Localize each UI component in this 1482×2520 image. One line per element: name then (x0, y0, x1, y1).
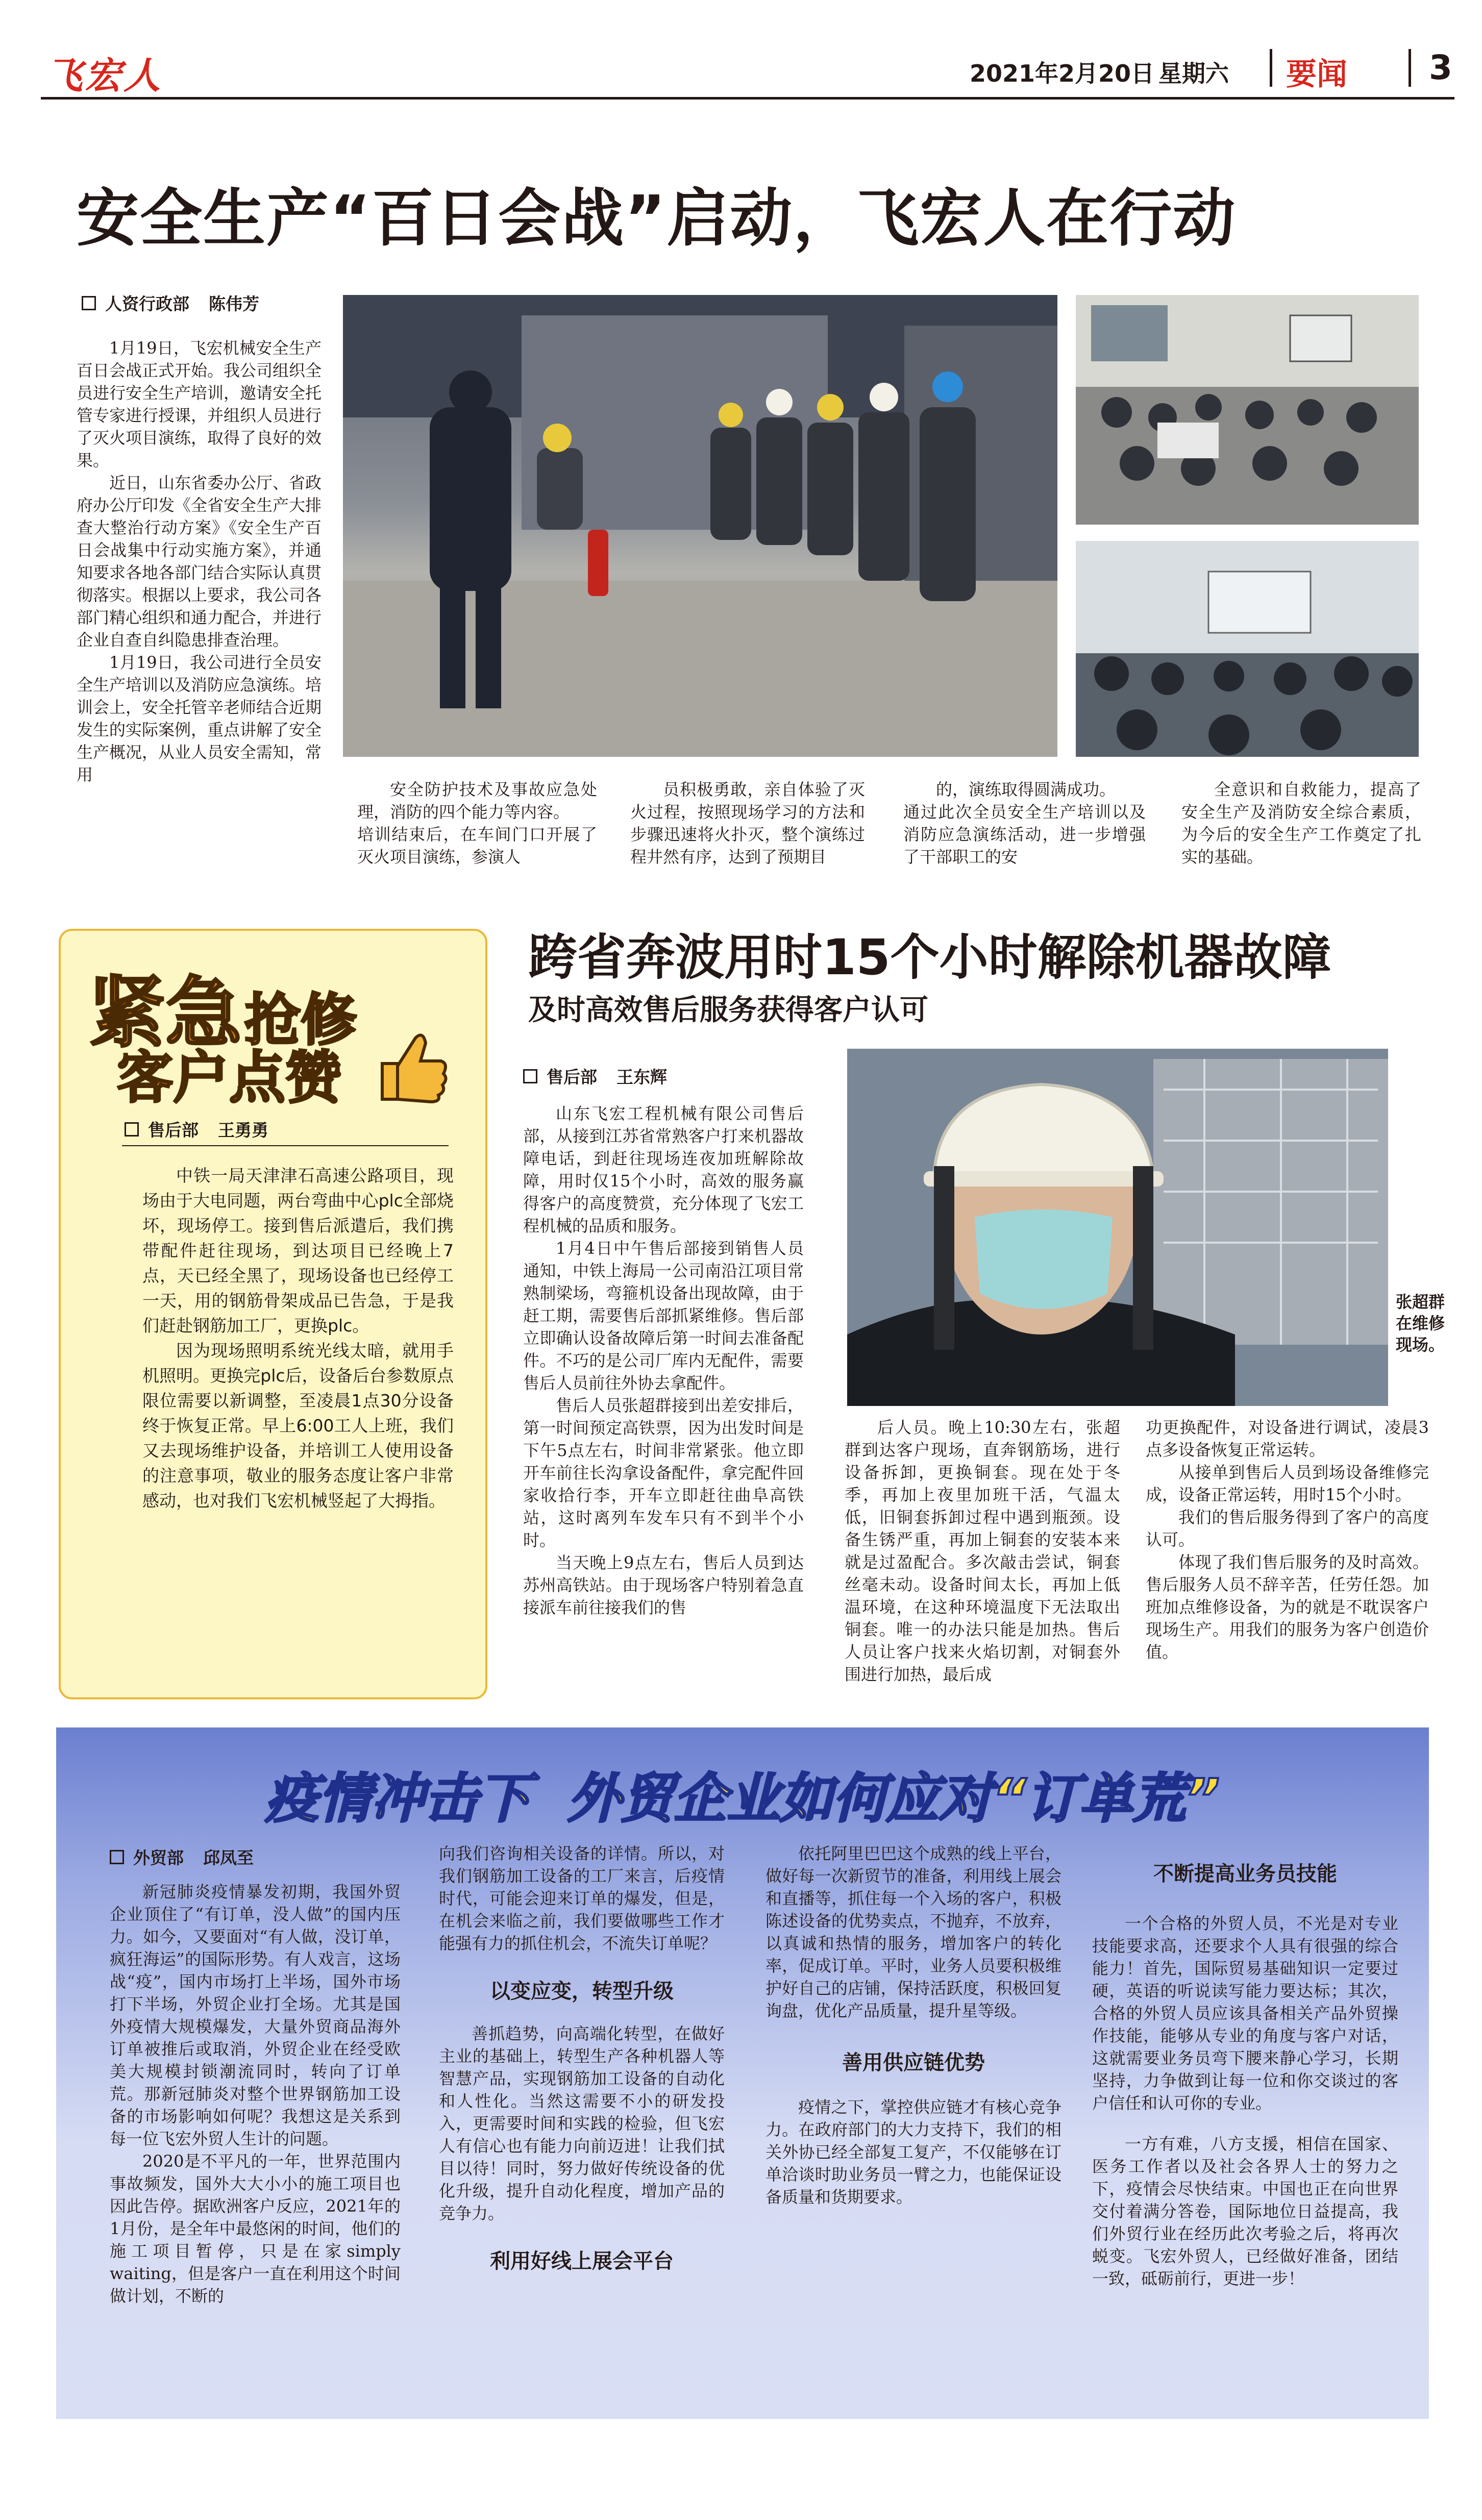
urgent-title-word-b: 抢修 (244, 987, 357, 1053)
paragraph: 1月19日，我公司进行全员安全生产培训以及消防应急演练。培训会上，安全托管辛老师结合近期发生的实际案例，重点讲解了安全生产概况，从业人员安全需知，常用 (77, 653, 322, 784)
byline-dept: 人资行政部 (105, 294, 189, 314)
article3-col1 (110, 1881, 401, 2411)
article1-byline (82, 291, 259, 315)
article1-col2: 安全防护技术及事故应急处理，消防的四个能力等内容。 培训结束后，在车间门口开展了灭火项目演练，参演人 (357, 780, 597, 867)
paragraph: 新冠肺炎疫情暴发初期，我国外贸企业顶住了“有订单，没人做”的国内压力。如今，又要面对“有人做，没订单，疯狂海运”的国际形势。有人戏言，这场战“疫”，国内市场打上半场，国外市场打下半场，外贸企业打全场。尤其是国外疫情大规模爆发，大量外贸商品海外订单被推后或取消，外贸企业在经受欧美大规模封锁潮流同时，转向了订单荒。那新冠肺炎对整个世界钢筋加工设备的市场影响如何呢？我想这是关系到每一位飞宏外贸人生计的问题。 (110, 1882, 401, 2148)
masthead (41, 46, 1452, 102)
issue-weekday: 星期六 (1158, 60, 1229, 87)
paragraph: 一方有难，八方支援，相信在国家、医务工作者以及社会各界人士的努力之下，疫情会尽快结束。中国也正在向世界交付着满分答卷，国际地位日益提高，我们外贸行业在经历此次考验之后，将再次蜕变。飞宏外贸人，已经做好准备，团结一致，砥砺前行，更进一步！ (1092, 2134, 1398, 2288)
paragraph: 中铁一局天津津石高速公路项目，现场由于大电同题，两台弯曲中心plc全部烧坏，现场停工。接到售后派遣后，我们携带配件赶往现场，到达项目已经晚上7点，天已经全黑了，现场设备也已经停工一天，用的钢筋骨架成品已告急，于是我们赶赴钢筋加工厂，更换plc。 (142, 1166, 454, 1336)
fire-drill-photo (343, 295, 1057, 757)
issue-date: 2021年2月20日 (970, 60, 1155, 87)
training-illustration-2 (1076, 541, 1419, 757)
article2-col2: 后人员。晚上10:30左右，张超群到达客户现场，直奔钢筋场，进行设备拆卸，更换铜套。现在处于冬季，再加上夜里加班干活，气温太低，旧铜套拆卸过程中遇到瓶颈。设备生锈严重，再加上铜套的安装本来就是过盈配合。多次敲击尝试，铜套丝毫未动。设备时间太长，再加上低温环境，在这种环境温度下无法取出铜套。唯一的办法只能是加热。售后人员让客户找来火焰切割，对铜套外围进行加热，最后成 (845, 1418, 1120, 1684)
paragraph: 善抓趋势，向高端化转型，在做好主业的基础上，转型生产各种机器人等智慧产品，实现钢筋加工设备的自动化和人性化。当然这需要不小的研发投入，更需要时间和实践的检验，但飞宏人有信心也有能力向前迈进！让我们拭目以待！同时，努力做好传统设备的优化升级，提升自动化程度，增加产品的竞争力。 (439, 2024, 725, 2223)
section-subhead: 利用好线上展会平台 (490, 2250, 674, 2273)
technician-photo (847, 1049, 1388, 1406)
article3-col3 (765, 1842, 1061, 2414)
paragraph: 向我们咨询相关设备的详情。所以，对我们钢筋加工设备的工厂来言，后疫情时代，可能会迎来订单的爆发，但是，在机会来临之前，我们要做哪些工作才能强有力的抓住机会，不流失订单呢？ (439, 1844, 725, 1953)
urgent-byline-rule (122, 1145, 449, 1146)
urgent-body (142, 1163, 454, 1684)
article3-headline: 疫情冲击下 外贸企业如何应对“订单荒” (265, 1767, 1220, 1830)
paragraph: 当天晚上9点左右，售后人员到达苏州高铁站。由于现场客户特别着急直接派车前往接我们的售 (523, 1553, 804, 1617)
paragraph: 2020是不平凡的一年，世界范围内事故频发，国外大大小小的施工项目也因此告停。据欧洲客户反应，2021年的1月份，是全年中最悠闲的时间，他们的施工项目暂停，只是在家simply waiting，但是客户一直在利用这个时间做计划，不断的 (110, 2152, 401, 2306)
urgent-repair-box (59, 929, 487, 1699)
article1-col4: 的，演练取得圆满成功。 通过此次全员安全生产培训以及消防应急演练活动，进一步增强了干部职工的安 (903, 780, 1146, 867)
paragraph: 近日，山东省委办公厅、省政府办公厅印发《全省安全生产大排查大整治行动方案》《安全生产百日会战集中行动实施方案》，并通知要求各地各部门结合实际认真贯彻落实。根据以上要求，我公司各部门精心组织和通力配合，并进行企业自查自纠隐患排查治理。 (77, 473, 322, 650)
byline-author: 邱凤至 (203, 1848, 254, 1868)
article1-col5: 全意识和自救能力，提高了安全生产及消防安全综合素质，为今后的安全生产工作奠定了扎实的基础。 (1181, 780, 1421, 867)
square-bullet-icon (125, 1122, 139, 1137)
paragraph: 从接单到售后人员到场设备维修完成，设备正常运转，用时15个小时。 (1146, 1463, 1429, 1504)
article2-col3 (1146, 1416, 1429, 1704)
article1-col1 (77, 337, 322, 868)
masthead-divider-2 (1409, 49, 1411, 87)
byline-dept: 售后部 (148, 1120, 199, 1140)
urgent-title-word: 紧急 (89, 969, 242, 1058)
section-name: 要闻 (1286, 57, 1347, 92)
section-subhead: 以变应变，转型升级 (490, 1980, 674, 2003)
article3-byline (110, 1845, 254, 1869)
article1-headline: 安全生产“百日会战”启动，飞宏人在行动 (77, 182, 1237, 255)
paragraph: 我们的售后服务得到了客户的高度认可。 (1146, 1508, 1429, 1549)
section-subhead: 善用供应链优势 (842, 2051, 985, 2074)
fire-drill-illustration (343, 295, 1057, 757)
technician-illustration (847, 1049, 1388, 1406)
paragraph: 一个合格的外贸人员，不光是对专业技能要求高，还要求个人具有很强的综合能力！首先，国际贸易基础知识一定要过硬，英语的听说读写能力要达标；其次，合格的外贸人员应该具备相关产品外贸操作技能，能够从专业的角度与客户对话，这就需要业务员弯下腰来静心学习，长期坚持，力争做到让每一位和你交谈过的客户信任和认可你的专业。 (1092, 1914, 1398, 2113)
masthead-rule (41, 97, 1454, 100)
article3-col2 (439, 1842, 725, 2414)
paragraph: 功更换配件，对设备进行调试，凌晨3点多设备恢复正常运转。 (1146, 1418, 1429, 1460)
thumbs-up-icon (367, 1023, 454, 1109)
paragraph: 1月19日，飞宏机械安全生产百日会战正式开始。我公司组织全员进行安全生产培训，邀请安全托管专家进行授课，并组织人员进行了灭火项目演练，取得了良好的效果。 (77, 338, 322, 470)
section-subhead: 不断提高业务员技能 (1153, 1862, 1337, 1886)
masthead-divider-1 (1270, 49, 1272, 87)
page-number: 3 (1429, 48, 1452, 87)
paragraph: 依托阿里巴巴这个成熟的线上平台，做好每一次新贸节的准备，利用线上展会和直播等，抓住每一个入场的客户，积极陈述设备的优势卖点，不抛弃，不放弃，以真诚和热情的服务，增加客户的转化率，促成订单。平时，业务人员要积极维护好自己的店铺，保持活跃度，积极回复询盘，优化产品质量，提升星等级。 (765, 1844, 1061, 2020)
training-photo-1 (1076, 295, 1419, 525)
byline-author: 陈伟芳 (209, 294, 259, 314)
byline-author: 王勇勇 (218, 1120, 268, 1140)
article1-col3: 员积极勇敢，亲自体验了灭火过程，按照现场学习的方法和步骤迅速将火扑灭，整个演练过程井然有序，达到了预期目 (630, 780, 865, 867)
article2-headline: 跨省奔波用时15个小时解除机器故障 (528, 929, 1331, 986)
paragraph: 体现了我们售后服务的及时高效。售后服务人员不辞辛苦，任劳任怨。加班加点维修设备，为的就是不耽误客户现场生产。用我们的服务为客户创造价值。 (1146, 1552, 1429, 1662)
square-bullet-icon (523, 1069, 537, 1083)
paragraph: 山东飞宏工程机械有限公司售后部，从接到江苏省常熟客户打来机器故障电话，到赶往现场连夜加班解除故障，用时仅15个小时，高效的服务赢得客户的高度赞赏，充分体现了飞宏工程机械的品质和服务。 (523, 1104, 804, 1236)
paragraph: 售后人员张超群接到出差安排后，第一时间预定高铁票，因为出发时间是下午5点左右，时间非常紧张。他立即开车前往长沟拿设备配件，拿完配件回家收拾行李，开车立即赶往曲阜高铁站，这时离列车发车只有不到半个小时。 (523, 1396, 804, 1550)
paragraph: 疫情之下，掌控供应链才有核心竞争力。在政府部门的大力支持下，我们的相关外协已经全部复工复产，不仅能够在订单洽谈时助业务员一臂之力，也能保证设备质量和货期要求。 (765, 2097, 1061, 2207)
paragraph: 因为现场照明系统光线太暗，就用手机照明。更换完plc后，设备后台参数原点限位需要以新调整，至凌晨1点30分设备终于恢复正常。早上6:00工人上班，我们又去现场维护设备，并培训工人使用设备的注意事项，敬业的服务态度让客户非常感动，也对我们飞宏机械竖起了大拇指。 (142, 1341, 454, 1511)
square-bullet-icon (82, 296, 96, 310)
article2-subheadline: 及时高效售后服务获得客户认可 (528, 994, 928, 1027)
byline-dept: 外贸部 (133, 1848, 184, 1868)
paragraph: 1月4日中午售后部接到销售人员通知，中铁上海局一公司南沿江项目常熟制梁场，弯箍机设备出现故障，由于赶工期，需要售后部抓紧维修。售后部立即确认设备故障后第一时间去准备配件。不巧的是公司厂库内无配件，需要售后人员前往外协去拿配件。 (523, 1239, 804, 1393)
logo: 飞宏人 (46, 54, 163, 97)
byline-dept: 售后部 (547, 1067, 597, 1087)
training-photo-2 (1076, 541, 1419, 757)
byline-author: 王东辉 (616, 1067, 667, 1087)
article2-byline (523, 1064, 667, 1088)
square-bullet-icon (110, 1850, 124, 1864)
training-illustration-1 (1076, 295, 1419, 525)
technician-photo-caption: 张超群在维修现场。 (1396, 1292, 1445, 1354)
urgent-title-line2: 客户点赞 (117, 1045, 341, 1110)
article3-col4 (1092, 1858, 1398, 2414)
article2-col1 (523, 1102, 804, 1707)
urgent-byline (125, 1117, 268, 1141)
